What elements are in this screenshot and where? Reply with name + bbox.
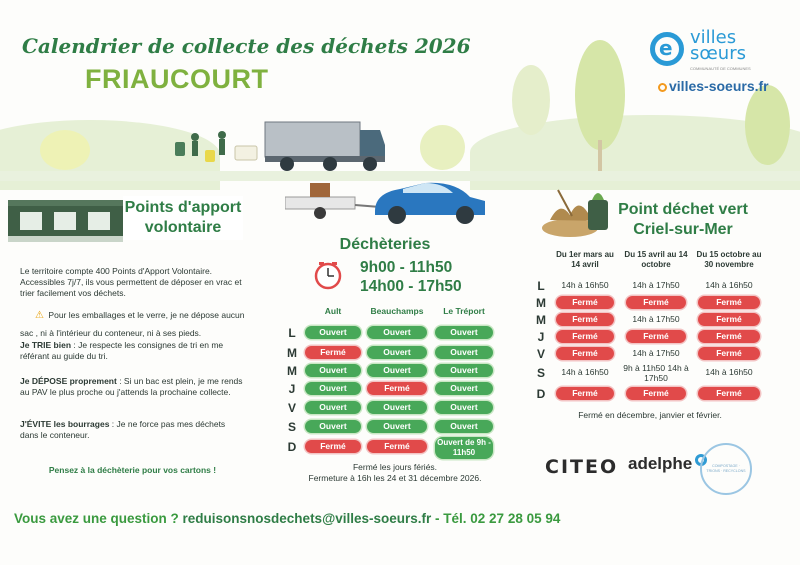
pav-intro: Le territoire compte 400 Points d'Apport Volontaire. Accessibles 7j/7, ils vous permettent de déposer en vrac et trier facilement vos déchets.	[20, 266, 242, 298]
opening-hours: 14h à 16h50	[561, 280, 609, 290]
status-badge: Fermé	[626, 296, 686, 309]
status-badge: Ouvert	[367, 420, 427, 433]
column-header: Du 15 octobre au 30 novembre	[696, 250, 762, 269]
city-name: FRIAUCOURT	[85, 64, 269, 94]
website-link[interactable]: villes-soeurs.fr	[658, 78, 769, 94]
villes-soeurs-logo	[650, 27, 790, 100]
day-label: M	[287, 364, 297, 378]
compost-badge: COMPOSTAGE · TRIONS · RECYCLONS	[700, 443, 752, 495]
green-waste-icon	[540, 180, 615, 242]
column-header: Du 15 avril au 14 octobre	[624, 250, 688, 269]
column-header: Beauchamps	[370, 306, 424, 316]
day-label: D	[287, 440, 297, 454]
status-badge: Fermé	[367, 382, 427, 395]
tree-icon	[420, 125, 465, 170]
day-label: V	[536, 347, 545, 361]
opening-hours: 9h à 11h50 14h à 17h50	[623, 363, 689, 383]
day-label: S	[536, 366, 545, 380]
footer-contact: Vous avez une question ? reduisonsnosdechets@villes-soeurs.fr - Tél. 02 27 28 05 94	[14, 511, 561, 526]
status-badge: Fermé	[698, 313, 760, 326]
dechet-vert-table	[532, 250, 772, 405]
tree-icon	[512, 65, 550, 135]
status-badge: Fermé	[556, 347, 614, 360]
status-badge: Fermé	[698, 296, 760, 309]
day-label: L	[288, 326, 296, 340]
email-link[interactable]: reduisonsnosdechets@villes-soeurs.fr	[182, 511, 432, 526]
status-badge: Ouvert	[367, 326, 427, 339]
opening-hours: 14h à 16h50	[705, 367, 753, 377]
status-badge: Fermé	[305, 346, 361, 359]
tree-icon	[575, 40, 625, 150]
day-label: V	[287, 401, 296, 415]
status-badge: Fermé	[626, 330, 686, 343]
decheteries-table	[285, 306, 500, 466]
logo-tagline: COMMUNAUTÉ DE COMMUNES	[690, 66, 751, 71]
day-label: M	[287, 346, 297, 360]
dechet-vert-title: Point déchet vert Criel-sur-Mer	[618, 201, 748, 238]
pav-bourrage: J'ÉVITE les bourrages : Je ne force pas mes déchets dans le conteneur.	[20, 419, 226, 440]
column-header: Ault	[324, 306, 342, 316]
phone-number[interactable]: - Tél. 02 27 28 05 94	[431, 511, 561, 526]
pav-title-box	[123, 196, 243, 240]
status-badge: Ouvert	[305, 382, 361, 395]
status-badge: Ouvert	[435, 401, 493, 414]
opening-hours: 14h à 16h50	[705, 280, 753, 290]
tree-icon	[40, 130, 90, 170]
pav-cartons: Pensez à la déchèterie pour vos cartons !	[48, 465, 217, 475]
status-badge: Fermé	[698, 387, 760, 400]
status-badge: Ouvert	[435, 364, 493, 377]
status-badge: Ouvert	[305, 420, 361, 433]
status-badge: Fermé	[556, 296, 614, 309]
status-badge: Fermé	[698, 347, 760, 360]
status-badge: Fermé	[556, 313, 614, 326]
pav-tri: Je TRIE bien : Je respecte les consignes de tri en me référant au guide du tri.	[20, 340, 224, 361]
day-label: L	[537, 279, 545, 293]
opening-hours: 14h à 17h50	[632, 348, 680, 358]
decheteries-note: Fermé les jours fériés. Fermeture à 16h les 24 et 31 décembre 2026.	[308, 462, 482, 483]
status-badge: Ouvert	[435, 346, 493, 359]
status-badge: Ouvert	[367, 346, 427, 359]
logo-name: villes sœurs	[690, 27, 746, 64]
day-label: M	[536, 313, 546, 327]
status-badge: Fermé	[556, 387, 614, 400]
pav-title: Points d'apport volontaire	[124, 199, 242, 236]
logo-mark-icon: e	[650, 32, 684, 66]
column-header: Du 1er mars au 14 avril	[556, 250, 614, 269]
status-badge: Ouvert	[435, 326, 493, 339]
opening-hours: 14h à 17h50	[632, 280, 680, 290]
column-header: Le Tréport	[443, 306, 485, 316]
adelphe-logo: adelphe	[628, 454, 707, 474]
decheteries-hours: 9h00 - 11h50 14h00 - 17h50	[360, 259, 462, 295]
day-label: M	[536, 296, 546, 310]
dechet-vert-note: Fermé en décembre, janvier et février.	[578, 410, 722, 420]
day-label: D	[536, 387, 546, 401]
status-badge: Ouvert	[367, 364, 427, 377]
status-badge: Fermé	[626, 387, 686, 400]
status-badge: Ouvert	[305, 401, 361, 414]
opening-hours: 14h à 16h50	[561, 367, 609, 377]
garbage-truck-icon	[165, 112, 385, 174]
clock-icon	[313, 260, 343, 290]
pav-warning: ⚠ Pour les emballages et le verre, je ne dépose aucun sac , ni à l'intérieur du conteneur, ni à ses pieds.	[20, 310, 245, 338]
warning-icon: ⚠	[35, 310, 44, 321]
status-badge: Fermé	[698, 330, 760, 343]
page-title: Calendrier de collecte des déchets 2026	[22, 34, 471, 58]
status-badge: Ouvert de 9h - 11h50	[435, 437, 493, 459]
day-label: J	[288, 382, 296, 396]
citeo-logo: CITEO	[545, 456, 619, 478]
status-badge: Ouvert	[305, 326, 361, 339]
status-badge: Ouvert	[367, 401, 427, 414]
status-badge: Ouvert	[435, 420, 493, 433]
status-badge: Ouvert	[305, 364, 361, 377]
opening-hours: 14h à 17h50	[632, 314, 680, 324]
pav-depose: Je DÉPOSE proprement : Si un bac est plein, je me rends au PAV le plus proche ou j'attends la prochaine collecte.	[20, 376, 243, 397]
status-badge: Fermé	[305, 440, 361, 453]
decheteries-title: Déchèteries	[339, 236, 431, 253]
status-badge: Fermé	[367, 440, 427, 453]
status-badge: Fermé	[556, 330, 614, 343]
circle-icon	[658, 83, 667, 92]
status-badge: Ouvert	[435, 382, 493, 395]
container-icon	[8, 196, 123, 244]
day-label: J	[537, 330, 545, 344]
tree-trunk	[598, 140, 602, 175]
day-label: S	[287, 420, 296, 434]
